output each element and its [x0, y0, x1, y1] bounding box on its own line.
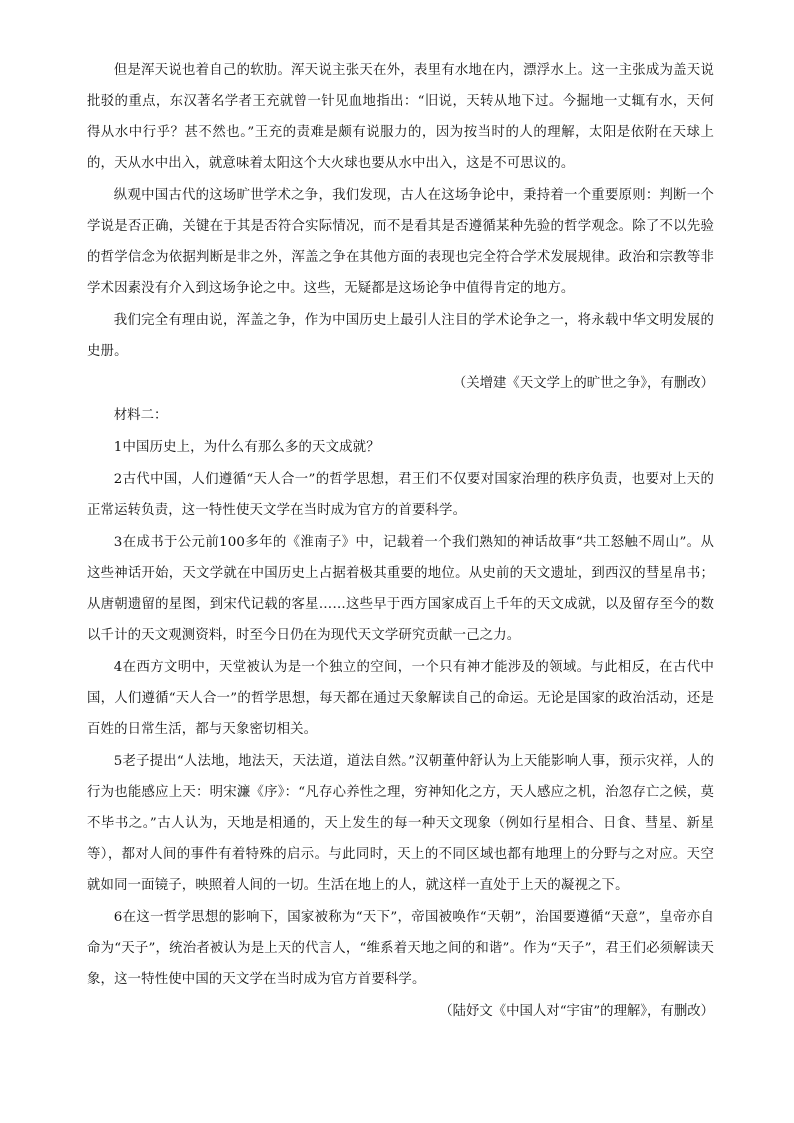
numbered-paragraph: 5老子提出“人法地，地法天，天法道，道法自然。”汉朝董仲舒认为上天能影响人事，预示灾祥，人的行为也能感应上天：明宋濂《序》：“凡存心养性之理，穷神知化之方，天人感应之机，治忽存亡之候，莫不毕书之。”古人认为，天地是相通的，天上发生的每一种天文现象（例如行星相合、日食、彗星、新星等），都对人间的事件有着特殊的启示。与此同时，天上的不同区域也都有地理上的分野与之对应。天空就如同一面镜子，映照着人间的一切。生活在地上的人，就这样一直处于上天的凝视之下。 [87, 754, 714, 893]
body-paragraph: 纵观中国古代的这场旷世学术之争，我们发现，古人在这场争论中，秉持着一个重要原则：判断一个学说是否正确，关键在于其是否符合实际情况，而不是看其是否遵循某种先验的哲学观念。除了不以先验的哲学信念为依据判断是非之外，浑盖之争在其他方面的表现也完全符合学术发展规律。政治和宗教等非学术因素没有介入到这场争论之中。这些，无疑都是这场论争中值得肯定的地方。 [87, 188, 714, 296]
numbered-paragraph: 4在西方文明中，天堂被认为是一个独立的空间，一个只有神才能涉及的领域。与此相反，在古代中国，人们遵循“天人合一”的哲学思想，每天都在通过天象解读自己的命运。无论是国家的政治活动，还是百姓的日常生活，都与天象密切相关。 [87, 660, 714, 737]
source-citation: （陆妤文《中国人对“宇宙”的理解》，有删改） [439, 1004, 714, 1019]
body-paragraph: 但是浑天说也着自己的软肋。浑天说主张天在外，表里有水地在内，漂浮水上。这一主张成为盖天说批驳的重点，东汉著名学者王充就曾一针见血地指出：“旧说，天转从地下过。今掘地一丈辄有水，天何得从水中行乎？甚不然也。”王充的责难是颇有说服力的，因为按当时的人的理解，太阳是依附在天球上的，天从水中出入，就意味着太阳这个大火球也要从水中出入，这是不可思议的。 [87, 63, 714, 171]
numbered-paragraph: 6在这一哲学思想的影响下，国家被称为“天下”，帝国被唤作“天朝”，治国要遵循“天意”，皇帝亦自命为“天子”，统治者被认为是上天的代言人，“维系着天地之间的和谐”。作为“天子”，君王们必须解读天象，这一特性使中国的天文学在当时成为官方首要科学。 [87, 910, 714, 987]
document-page [87, 55, 714, 1028]
source-citation: （关增建《天文学上的旷世之争》，有删改） [452, 376, 714, 391]
numbered-paragraph: 2古代中国，人们遵循“天人合一”的哲学思想，君王们不仅要对国家治理的秩序负责，也要对上天的正常运转负责，这一特性使天文学在当时成为官方的首要科学。 [87, 472, 714, 518]
numbered-paragraph: 3在成书于公元前100多年的《淮南子》中，记载着一个我们熟知的神话故事“共工怒触不周山”。从这些神话开始，天文学就在中国历史上占据着极其重要的地位。从史前的天文遗址，到西汉的彗星帛书；从唐朝遗留的星图，到宋代记载的客星……这些早于西方国家成百上千年的天文成就，以及留存至今的数以千计的天文观测资料，时至今日仍在为现代天文学研究贡献一己之力。 [87, 535, 714, 643]
section-heading: 材料二： [113, 408, 168, 423]
numbered-paragraph: 1中国历史上，为什么有那么多的天文成就？ [113, 440, 380, 455]
body-paragraph: 我们完全有理由说，浑盖之争，作为中国历史上最引人注目的学术论争之一，将永载中华文明发展的史册。 [87, 313, 714, 359]
